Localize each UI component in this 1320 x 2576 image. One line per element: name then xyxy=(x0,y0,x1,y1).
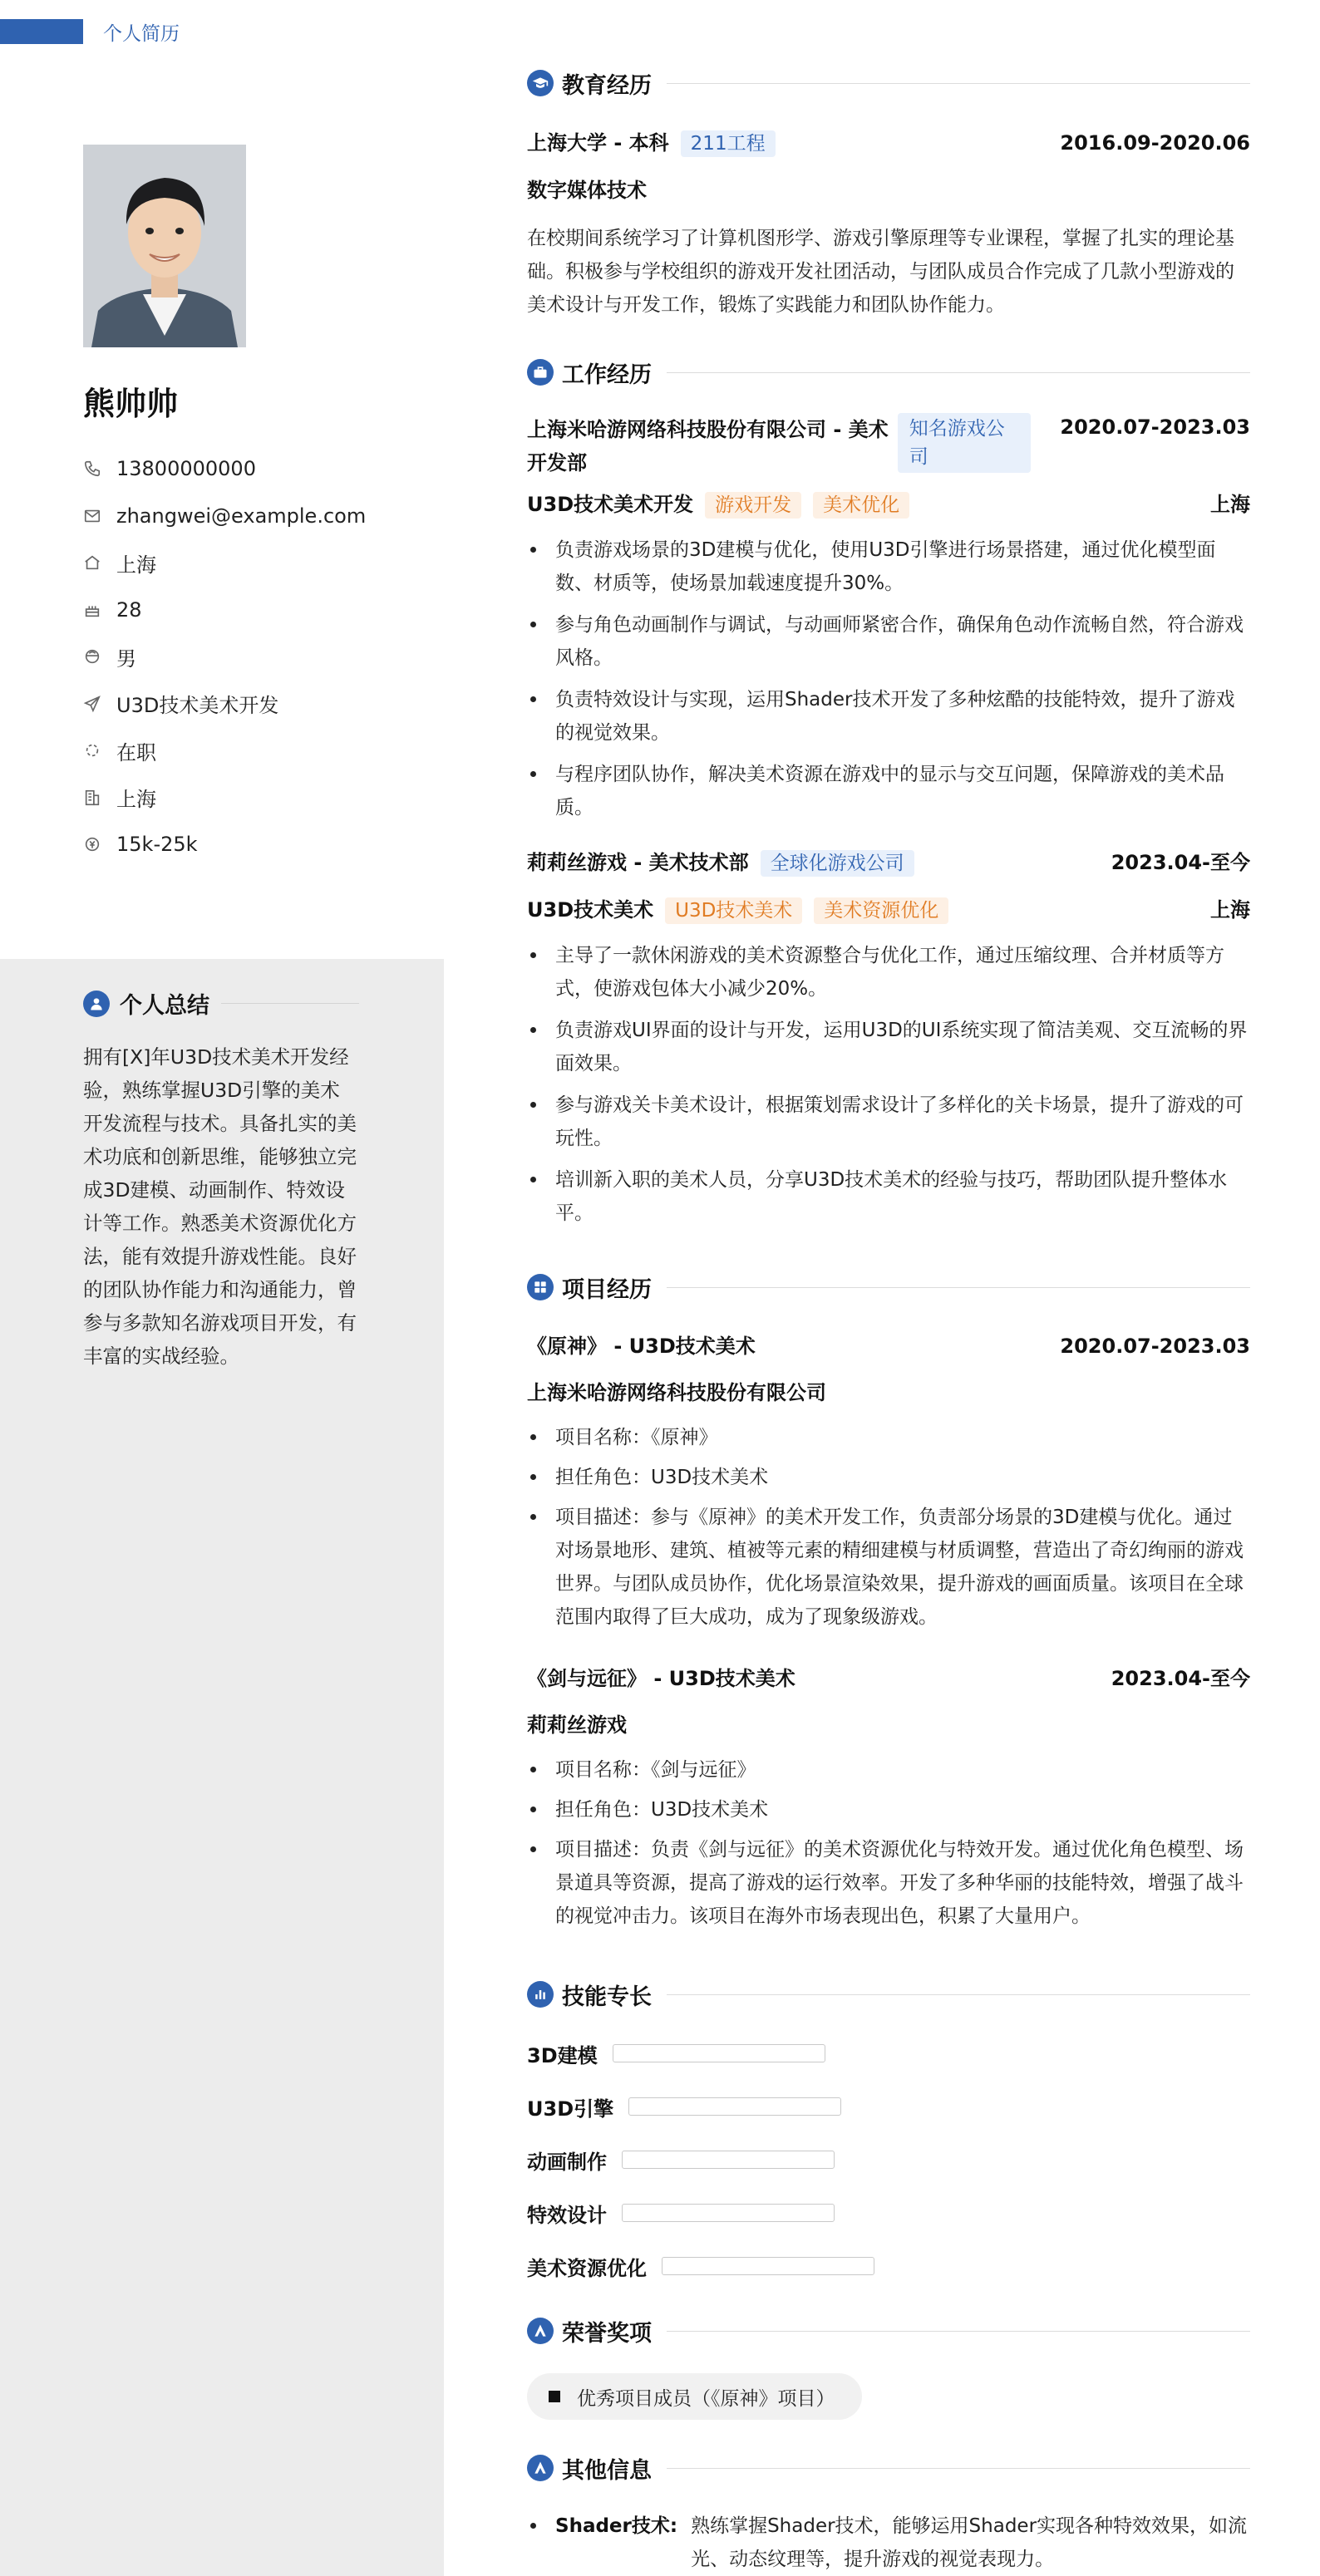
skill-row xyxy=(527,2254,874,2279)
role-tag: 游戏开发 xyxy=(705,492,801,519)
resume-label: 个人简历 xyxy=(103,22,180,45)
education-header-row xyxy=(527,129,1250,157)
contact-info-list xyxy=(83,445,366,868)
skill-bar-track xyxy=(622,2204,835,2222)
grid-icon xyxy=(527,1274,554,1300)
cake-icon xyxy=(83,601,101,619)
info-value: 15k-25k xyxy=(116,833,198,857)
info-value: zhangwei@example.com xyxy=(116,504,367,528)
honors-heading xyxy=(527,2314,1250,2347)
project-bullet: 项目名称：《原神》 xyxy=(527,1421,1250,1454)
role-text: U3D技术美术开发 xyxy=(527,493,694,516)
info-value: 上海 xyxy=(116,553,156,577)
skill-label: 美术资源优化 xyxy=(527,2256,647,2280)
square-bullet-icon xyxy=(549,2391,560,2402)
role-tag: 美术资源优化 xyxy=(814,897,948,924)
education-school xyxy=(527,129,776,157)
info-email xyxy=(83,493,366,540)
bullet-dot xyxy=(527,2510,555,2576)
job-date: 2023.04-至今 xyxy=(1111,851,1250,874)
info-circle-icon xyxy=(527,2455,554,2481)
sidebar xyxy=(0,0,444,2576)
other-value: 熟练掌握Shader技术，能够运用Shader实现各种特效效果，如流光、动态纹理等，提升游戏的视觉表现力。 xyxy=(691,2515,1248,2570)
job-bullet-list xyxy=(527,939,1250,1238)
project-bullet: 担任角色：U3D技术美术 xyxy=(527,1793,1250,1826)
job-bullet: 参与游戏关卡美术设计，根据策划需求设计了多样化的关卡场景，提升了游戏的可玩性。 xyxy=(527,1089,1250,1155)
job-bullet: 培训新入职的美术人员，分享U3D技术美术的经验与技巧，帮助团队提升整体水平。 xyxy=(527,1163,1250,1230)
briefcase-icon xyxy=(527,359,554,386)
info-value: U3D技术美术开发 xyxy=(116,694,279,718)
skill-row xyxy=(527,2041,825,2066)
projects-heading xyxy=(527,1271,1250,1304)
project-date: 2020.07-2023.03 xyxy=(1060,1335,1250,1358)
info-value: 28 xyxy=(116,597,142,622)
job-role xyxy=(527,896,948,924)
project-bullet: 项目描述：参与《原神》的美术开发工作，负责部分场景的3D建模与优化。通过对场景地形、建筑、植被等元素的精细建模与材质调整，营造出了奇幻绚丽的游戏世界。与团队成员协作，优化场景渲染效果，提升游戏的画面质量。该项目在全球范围内取得了巨大成功，成为了现象级游戏。 xyxy=(527,1501,1250,1634)
skill-label: 特效设计 xyxy=(527,2203,607,2227)
job-role-row xyxy=(527,896,1250,924)
section-title: 其他信息 xyxy=(562,2457,652,2484)
job-bullet: 负责游戏UI界面的设计与开发，运用U3D的UI系统实现了简洁美观、交互流畅的界面效果。 xyxy=(527,1014,1250,1080)
divider xyxy=(667,1994,1250,1995)
info-location xyxy=(83,539,366,587)
gender-icon xyxy=(83,647,101,666)
divider xyxy=(221,1003,359,1004)
skill-label: U3D引擎 xyxy=(527,2097,614,2121)
info-value: 男 xyxy=(116,646,136,671)
skill-label: 动画制作 xyxy=(527,2150,607,2174)
bar-chart-icon xyxy=(527,1981,554,2008)
job-role-row xyxy=(527,490,1250,519)
skill-bar-track xyxy=(628,2097,841,2116)
summary-text: 拥有[X]年U3D技术美术开发经验，熟练掌握U3D引擎的美术开发流程与技术。具备扎实的美术功底和创新思维，能够独立完成3D建模、动画制作、特效设计等工作。熟悉美术资源优化方法，能有效提升游戏性能。良好的团队协作能力和沟通能力，曾参与多款知名游戏项目开发，有丰富的实战经验。 xyxy=(83,1045,357,1368)
job-company: 上海米哈游网络科技股份有限公司 - 美术开发部 xyxy=(527,418,889,474)
summary-title: 个人总结 xyxy=(120,993,209,1019)
skill-bar-track xyxy=(613,2044,825,2062)
graduation-cap-icon xyxy=(527,70,554,96)
divider xyxy=(667,2468,1250,2469)
job-bullet-list xyxy=(527,533,1250,833)
summary-heading xyxy=(83,987,359,1020)
role-tag: U3D技术美术 xyxy=(665,897,802,924)
job-role xyxy=(527,490,909,519)
skill-bar-track xyxy=(662,2257,874,2275)
info-gender xyxy=(83,633,366,681)
info-status xyxy=(83,727,366,774)
skill-bar-track xyxy=(622,2151,835,2169)
project-bullet-list xyxy=(527,1753,1250,1939)
other-heading xyxy=(527,2451,1250,2485)
job-bullet: 负责特效设计与实现，运用Shader技术开发了多种炫酷的技能特效，提升了游戏的视觉效果。 xyxy=(527,683,1250,750)
section-title: 荣誉奖项 xyxy=(562,2320,652,2347)
education-heading xyxy=(527,66,1250,100)
job-company-tag: 知名游戏公司 xyxy=(898,413,1031,473)
role-tag: 美术优化 xyxy=(813,492,909,519)
skills-heading xyxy=(527,1978,1250,2011)
project-company: 上海米哈游网络科技股份有限公司 xyxy=(527,1381,826,1404)
section-title: 教育经历 xyxy=(562,72,652,99)
education-description: 在校期间系统学习了计算机图形学、游戏引擎原理等专业课程，掌握了扎实的理论基础。积极参与学校组织的游戏开发社团活动，与团队成员合作完成了几款小型游戏的美术设计与开发工作，锻炼了实践能力和团队协作能力。 xyxy=(527,228,1234,316)
building-icon xyxy=(83,789,101,807)
info-work-city xyxy=(83,774,366,822)
send-icon xyxy=(83,695,101,713)
divider xyxy=(667,1287,1250,1288)
honor-item xyxy=(527,2373,862,2420)
project-bullet-list xyxy=(527,1421,1250,1640)
project-header-row xyxy=(527,1664,1250,1693)
divider xyxy=(667,2331,1250,2332)
job-company-tag: 全球化游戏公司 xyxy=(761,850,914,877)
job-city: 上海 xyxy=(1210,898,1250,922)
info-position xyxy=(83,681,366,728)
job-header-row xyxy=(527,848,1250,877)
status-icon xyxy=(83,741,101,760)
company-text: 莉莉丝游戏 - 美术技术部 xyxy=(527,851,749,874)
school-tag: 211工程 xyxy=(681,130,776,157)
skill-row xyxy=(527,2200,835,2225)
other-item xyxy=(527,2510,1250,2576)
section-title: 技能专长 xyxy=(562,1984,652,2010)
person-icon xyxy=(83,991,110,1017)
job-bullet: 参与角色动画制作与调试，与动画师紧密合作，确保角色动作流畅自然，符合游戏风格。 xyxy=(527,608,1250,675)
job-date: 2020.07-2023.03 xyxy=(1060,415,1250,439)
education-major: 数字媒体技术 xyxy=(527,179,647,202)
project-bullet: 项目名称：《剑与远征》 xyxy=(527,1753,1250,1787)
home-icon xyxy=(83,553,101,572)
job-city: 上海 xyxy=(1210,493,1250,516)
work-heading xyxy=(527,356,1250,389)
project-company: 莉莉丝游戏 xyxy=(527,1713,627,1737)
project-bullet: 项目描述：负责《剑与远征》的美术资源优化与特效开发。通过优化角色模型、场景道具等资源，提高了游戏的运行效率。开发了多种华丽的技能特效，增强了战斗的视觉冲击力。该项目在海外市场表现出色，积累了大量用户。 xyxy=(527,1833,1250,1933)
job-bullet: 与程序团队协作，解决美术资源在游戏中的显示与交互问题，保障游戏的美术品质。 xyxy=(527,758,1250,824)
education-date: 2016.09-2020.06 xyxy=(1060,131,1250,155)
school-text: 上海大学 - 本科 xyxy=(527,131,669,155)
candidate-name: 熊帅帅 xyxy=(83,386,179,422)
job-bullet: 主导了一款休闲游戏的美术资源整合与优化工作，通过压缩纹理、合并材质等方式，使游戏包体大小减少20%。 xyxy=(527,939,1250,1005)
job-bullet: 负责游戏场景的3D建模与优化，使用U3D引擎进行场景搭建，通过优化模型面数、材质等，使场景加载速度提升30%。 xyxy=(527,533,1250,600)
divider xyxy=(667,83,1250,84)
project-bullet: 担任角色：U3D技术美术 xyxy=(527,1461,1250,1494)
role-text: U3D技术美术 xyxy=(527,898,654,922)
info-value: 上海 xyxy=(116,788,156,812)
project-date: 2023.04-至今 xyxy=(1111,1667,1250,1690)
info-salary xyxy=(83,821,366,868)
job-company xyxy=(527,848,914,877)
info-age xyxy=(83,587,366,634)
project-name: 《剑与远征》 - U3D技术美术 xyxy=(527,1667,795,1690)
avatar-portrait-illustration xyxy=(83,145,246,347)
divider xyxy=(667,372,1250,373)
info-phone xyxy=(83,445,366,493)
job-header-row xyxy=(527,413,1250,479)
salary-icon xyxy=(83,835,101,853)
skill-row xyxy=(527,2094,841,2119)
honor-text: 优秀项目成员（《原神》项目） xyxy=(577,2387,835,2410)
section-title: 工作经历 xyxy=(562,361,652,388)
mail-icon xyxy=(83,507,101,525)
skill-row xyxy=(527,2147,835,2172)
other-key: Shader技术: xyxy=(555,2515,678,2537)
info-value: 在职 xyxy=(116,740,156,764)
avatar xyxy=(83,145,246,347)
section-title: 项目经历 xyxy=(562,1276,652,1303)
project-header-row xyxy=(527,1332,1250,1360)
phone-icon xyxy=(83,460,101,478)
award-icon xyxy=(527,2318,554,2344)
skill-label: 3D建模 xyxy=(527,2043,598,2067)
info-value: 13800000000 xyxy=(116,457,256,481)
project-name: 《原神》 - U3D技术美术 xyxy=(527,1335,756,1358)
